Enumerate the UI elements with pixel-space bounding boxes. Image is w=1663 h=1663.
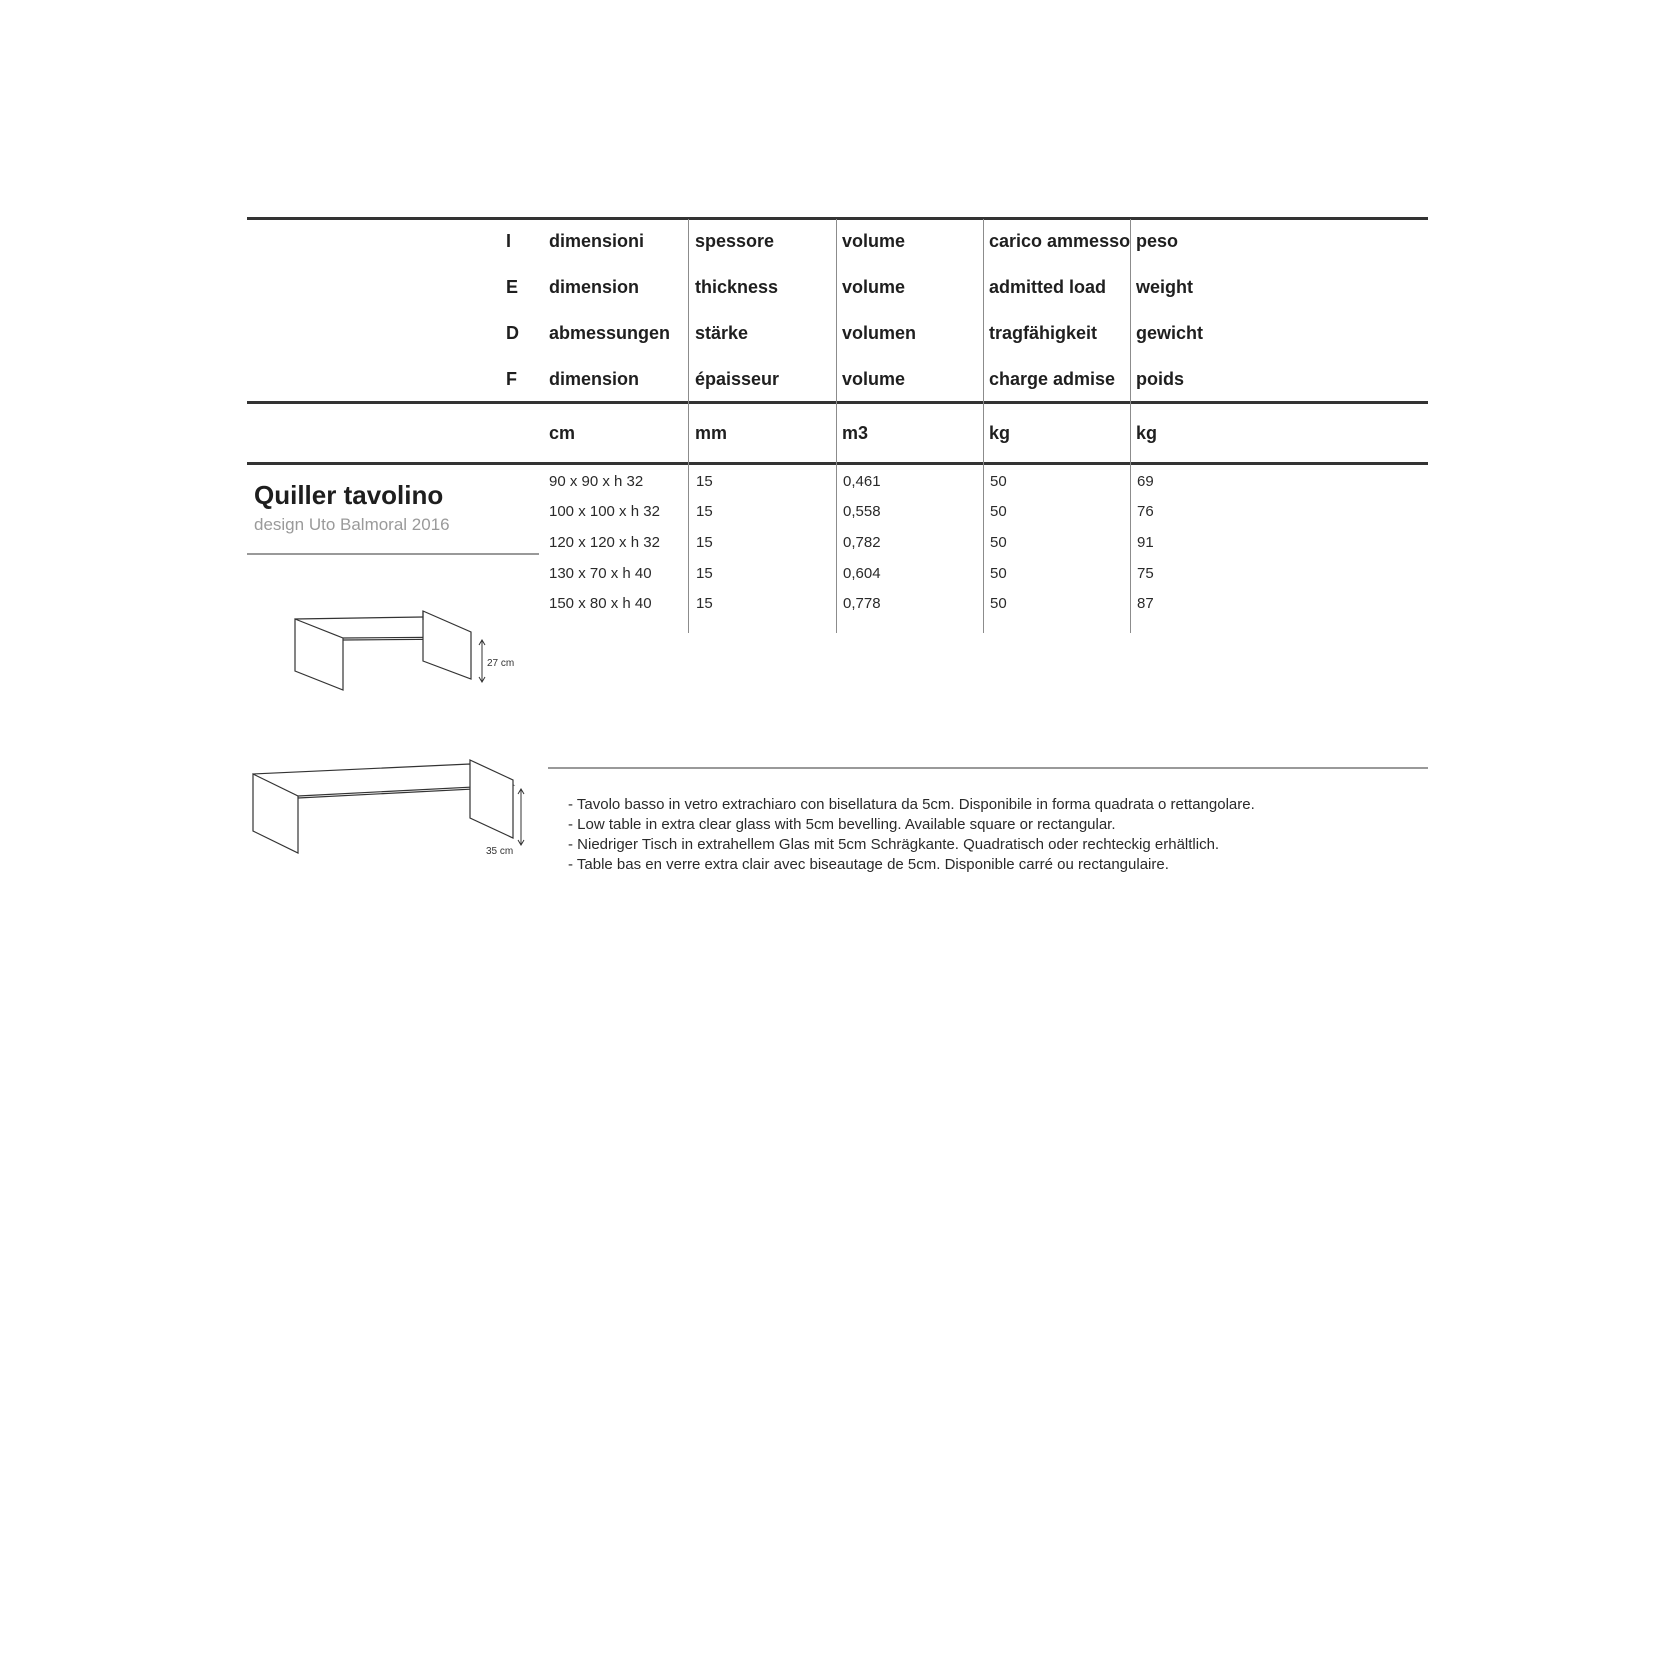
column-divider (688, 219, 689, 633)
cell-weight: 76 (1137, 503, 1154, 520)
cell-load: 50 (990, 534, 1007, 551)
header-label: gewicht (1136, 323, 1204, 343)
header-label: dimension (549, 277, 640, 297)
header-label: dimension (549, 369, 640, 389)
lang-code: D (506, 323, 519, 343)
cell-weight: 91 (1137, 534, 1154, 551)
unit-label: cm (549, 423, 576, 443)
cell-thickness: 15 (696, 503, 713, 520)
cell-dimension: 130 x 70 x h 40 (549, 565, 652, 582)
column-divider (983, 219, 984, 633)
cell-load: 50 (990, 473, 1007, 490)
header-label: abmessungen (549, 323, 671, 343)
description-line: - Table bas en verre extra clair avec biseautage de 5cm. Disponible carré ou rectangulaire. (568, 856, 1169, 873)
cell-volume: 0,461 (843, 473, 881, 490)
small-table-height-label: 27 cm (487, 658, 515, 669)
cell-thickness: 15 (696, 473, 713, 490)
cell-dimension: 120 x 120 x h 32 (549, 534, 660, 551)
header-label: poids (1136, 369, 1184, 389)
lang-code: I (506, 231, 512, 251)
cell-dimension: 150 x 80 x h 40 (549, 595, 652, 612)
header-label: weight (1136, 277, 1193, 297)
header-label: volume (842, 231, 906, 251)
description-rule (548, 767, 1428, 769)
units-bottom-rule (247, 462, 1428, 465)
lang-code: F (506, 369, 517, 389)
cell-dimension: 100 x 100 x h 32 (549, 503, 660, 520)
large-table-drawing (248, 758, 538, 858)
cell-volume: 0,778 (843, 595, 881, 612)
lang-code: E (506, 277, 519, 297)
column-divider (1130, 219, 1131, 633)
header-label: peso (1136, 231, 1179, 251)
header-bottom-rule (247, 401, 1428, 404)
large-table-height-label: 35 cm (486, 846, 514, 857)
product-designer: design Uto Balmoral 2016 (254, 515, 450, 534)
header-label: dimensioni (549, 231, 645, 251)
cell-weight: 75 (1137, 565, 1154, 582)
unit-label: m3 (842, 423, 869, 443)
cell-load: 50 (990, 595, 1007, 612)
description-line: - Tavolo basso in vetro extrachiaro con bisellatura da 5cm. Disponibile in forma quadrata o rettangolare. (568, 796, 1255, 813)
unit-label: kg (1136, 423, 1158, 443)
small-table-drawing (290, 605, 520, 695)
header-label: spessore (695, 231, 775, 251)
description-line: - Low table in extra clear glass with 5cm bevelling. Available square or rectangular. (568, 816, 1116, 833)
top-rule (247, 217, 1428, 220)
cell-weight: 69 (1137, 473, 1154, 490)
unit-label: kg (989, 423, 1011, 443)
header-label: épaisseur (695, 369, 780, 389)
product-title: Quiller tavolino (254, 480, 444, 510)
cell-load: 50 (990, 565, 1007, 582)
title-underline (247, 553, 539, 555)
column-divider (836, 219, 837, 633)
description-line: - Niedriger Tisch in extrahellem Glas mit 5cm Schrägkante. Quadratisch oder rechteckig erhältlich. (568, 836, 1220, 853)
product-description (568, 795, 1255, 875)
cell-thickness: 15 (696, 565, 713, 582)
cell-thickness: 15 (696, 595, 713, 612)
cell-weight: 87 (1137, 595, 1154, 612)
header-label: stärke (695, 323, 749, 343)
cell-volume: 0,604 (843, 565, 881, 582)
cell-volume: 0,782 (843, 534, 881, 551)
cell-volume: 0,558 (843, 503, 881, 520)
header-label: volume (842, 369, 906, 389)
cell-dimension: 90 x 90 x h 32 (549, 473, 644, 490)
header-label: tragfähigkeit (989, 323, 1098, 343)
header-label: volume (842, 277, 906, 297)
cell-load: 50 (990, 503, 1007, 520)
header-label: volumen (842, 323, 917, 343)
unit-label: mm (695, 423, 728, 443)
cell-thickness: 15 (696, 534, 713, 551)
header-label: charge admise (989, 369, 1116, 389)
header-label: carico ammesso (989, 231, 1131, 251)
header-label: thickness (695, 277, 779, 297)
header-label: admitted load (989, 277, 1107, 297)
